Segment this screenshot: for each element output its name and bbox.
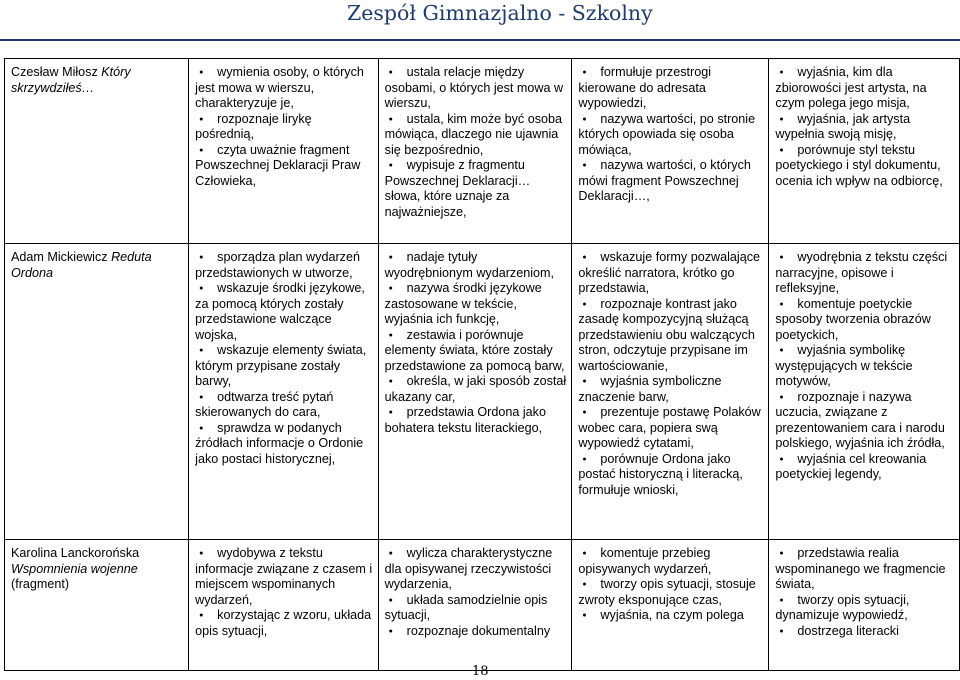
list-item — [578, 65, 764, 112]
list-item-text: porównuje styl tekstu poetyckiego i styl dokumentu, ocenia ich wpływ na odbiorcę, — [775, 142, 943, 188]
bullet-icon: ● — [199, 285, 204, 292]
table-row — [5, 59, 960, 244]
list-item — [195, 343, 374, 390]
curriculum-table — [4, 58, 960, 671]
list-item-text: wypisuje z fragmentu Powszechnej Deklaracji… słowa, które uznaje za najważniejsze, — [384, 158, 531, 219]
list-item-text: odtwarza treść pytań skierowanych do cara, — [195, 389, 334, 419]
list-item — [775, 297, 955, 344]
bullet-icon: ● — [779, 347, 784, 354]
bullet-icon: ● — [779, 596, 784, 604]
requirements-list — [195, 65, 374, 189]
list-item — [775, 112, 955, 143]
work-title-part: Czesław Miłosz — [11, 65, 102, 79]
list-item — [385, 281, 568, 328]
bullet-icon: ● — [388, 162, 393, 169]
work-title-part: Karolina Lanckorońska — [11, 546, 140, 560]
bullet-icon: ● — [582, 254, 587, 261]
list-item — [195, 281, 374, 343]
requirements-cell-5 — [769, 59, 960, 244]
list-item-text: wyjaśnia, na czym polega — [600, 608, 744, 622]
list-item-text: wskazuje formy pozwalające określić narratora, krótko go przedstawia, — [578, 250, 761, 295]
bullet-icon: ● — [582, 409, 587, 416]
bullet-icon: ● — [779, 455, 784, 463]
table-row — [5, 244, 960, 540]
list-item — [775, 624, 955, 640]
list-item — [385, 112, 568, 159]
list-item-text: tworzy opis sytuacji, dynamizuje wypowiedź, — [775, 592, 910, 622]
list-item-text: nazywa wartości, po stronie których opowiada się osoba mówiąca, — [578, 111, 756, 157]
list-item-text: wyjaśnia cel kreowania poetyckiej legendy, — [775, 451, 927, 481]
list-item — [385, 374, 568, 405]
list-item — [385, 65, 568, 112]
page-number: 18 — [472, 664, 489, 679]
requirements-cell-5 — [769, 540, 960, 671]
list-item — [775, 65, 955, 112]
list-item — [578, 250, 764, 297]
list-item — [385, 546, 568, 593]
list-item-text: wylicza charakterystyczne dla opisywanej rzeczywistości wydarzenia, — [384, 546, 553, 591]
work-title-part: Wspomnienia wojenne — [11, 561, 138, 576]
list-item-text: wskazuje elementy świata, którym przypisane zostały barwy, — [195, 343, 367, 388]
list-item-text: wyjaśnia symbolikę występujących w tekście motywów, — [775, 343, 913, 388]
requirements-list — [385, 546, 568, 639]
list-item — [385, 250, 568, 281]
list-item — [578, 112, 764, 159]
list-item-text: nadaje tytuły wyodrębnionym wydarzeniom, — [384, 250, 555, 280]
list-item-text: prezentuje postawę Polaków wobec cara, popiera swą wypowiedź cytatami, — [578, 405, 761, 450]
list-item-text: sporządza plan wydarzeń przedstawionych w utworze, — [195, 250, 360, 280]
list-item-text: rozpoznaje lirykę pośrednią, — [195, 111, 312, 141]
list-item — [578, 577, 764, 608]
bullet-icon: ● — [779, 115, 784, 123]
requirements-list — [578, 546, 764, 624]
list-item-text: ustala relacje między osobami, o których jest mowa w wierszu, — [384, 65, 564, 110]
requirements-cell-3 — [378, 540, 572, 671]
list-item-text: określa, w jaki sposób został ukazany car, — [384, 374, 567, 404]
requirements-cell-4 — [572, 244, 769, 540]
work-title-cell — [5, 540, 189, 671]
list-item — [578, 158, 764, 205]
list-item-text: rozpoznaje dokumentalny — [406, 623, 551, 638]
bullet-icon: ● — [388, 331, 393, 339]
list-item-text: czyta uważnie fragment Powszechnej Deklaracji Praw Człowieka, — [195, 142, 361, 188]
list-item-text: tworzy opis sytuacji, stosuje zwroty eksponujące czas, — [578, 577, 756, 607]
bullet-icon: ● — [779, 627, 784, 635]
list-item-text: zestawia i porównuje elementy świata, które zostały przedstawione za pomocą barw, — [384, 327, 565, 373]
list-item — [775, 250, 955, 297]
bullet-icon: ● — [388, 254, 393, 261]
bullet-icon: ● — [582, 115, 587, 123]
requirements-cell-3 — [378, 244, 572, 540]
bullet-icon: ● — [582, 378, 587, 385]
bullet-icon: ● — [582, 581, 587, 588]
bullet-icon: ● — [388, 378, 393, 385]
work-title-part: Reduta Ordona — [11, 250, 152, 280]
requirements-list — [195, 250, 374, 467]
bullet-icon: ● — [582, 162, 587, 169]
list-item — [578, 405, 764, 452]
list-item — [195, 112, 374, 143]
bullet-icon: ● — [199, 550, 204, 557]
bullet-icon: ● — [388, 69, 393, 76]
list-item — [775, 143, 955, 190]
bullet-icon: ● — [779, 550, 784, 557]
list-item-text: wyjaśnia symboliczne znaczenie barw, — [578, 374, 722, 404]
list-item — [195, 421, 374, 468]
requirements-cell-4 — [572, 59, 769, 244]
requirements-list — [195, 546, 374, 639]
requirements-list — [578, 250, 764, 498]
list-item — [385, 328, 568, 375]
bullet-icon: ● — [388, 285, 393, 292]
requirements-cell-2 — [189, 540, 379, 671]
requirements-cell-5 — [769, 244, 960, 540]
list-item — [578, 608, 764, 624]
list-item — [195, 250, 374, 281]
bullet-icon: ● — [582, 612, 587, 619]
bullet-icon: ● — [388, 627, 393, 635]
bullet-icon: ● — [582, 550, 587, 557]
list-item-text: rozpoznaje i nazywa uczucia, związane z prezentowaniem cara i narodu polskiego, wyjaśnia ich źródła, — [775, 389, 945, 450]
list-item-text: wskazuje środki językowe, za pomocą których zostały przedstawione walczące wojska, — [195, 281, 365, 342]
list-item — [195, 65, 374, 112]
bullet-icon: ● — [199, 393, 204, 401]
document-header-title: Zespół Gimnazjalno - Szkolny — [347, 1, 653, 25]
list-item — [775, 546, 955, 593]
work-title-part: Który skrzywdziłeś… — [11, 65, 131, 95]
bullet-icon: ● — [779, 300, 784, 308]
list-item-text: komentuje przebieg opisywanych wydarzeń, — [578, 546, 712, 576]
bullet-icon: ● — [199, 115, 204, 123]
bullet-icon: ● — [388, 409, 393, 416]
bullet-icon: ● — [199, 146, 204, 154]
requirements-cell-2 — [189, 59, 379, 244]
table-row — [5, 540, 960, 671]
bullet-icon: ● — [199, 69, 204, 76]
work-title-cell — [5, 59, 189, 244]
requirements-list — [775, 250, 955, 483]
work-title-part: Adam Mickiewicz — [11, 250, 112, 264]
requirements-cell-2 — [189, 244, 379, 540]
list-item — [578, 546, 764, 577]
list-item — [195, 546, 374, 608]
bullet-icon: ● — [582, 300, 587, 308]
list-item-text: porównuje Ordona jako postać historyczną i literacką, formułuje wnioski, — [578, 451, 743, 497]
bullet-icon: ● — [388, 550, 393, 557]
bullet-icon: ● — [388, 115, 393, 123]
bullet-icon: ● — [779, 254, 784, 261]
list-item-text: rozpoznaje kontrast jako zasadę kompozycyjną służącą przedstawieniu obu walczących stron, odczytuje przypisane im wartościowanie, — [578, 296, 755, 373]
list-item — [195, 390, 374, 421]
list-item-text: komentuje poetyckie sposoby tworzenia obrazów poetyckich, — [775, 296, 931, 342]
header-divider — [0, 39, 960, 41]
list-item — [578, 297, 764, 375]
bullet-icon: ● — [582, 69, 587, 76]
requirements-list — [385, 250, 568, 436]
list-item — [385, 405, 568, 436]
list-item — [385, 624, 568, 640]
list-item — [775, 390, 955, 452]
list-item-text: sprawdza w podanych źródłach informacje o Ordonie jako postaci historycznej, — [195, 420, 364, 466]
requirements-list — [385, 65, 568, 220]
list-item — [195, 143, 374, 190]
requirements-list — [578, 65, 764, 205]
work-title-cell — [5, 244, 189, 540]
list-item — [385, 593, 568, 624]
requirements-cell-4 — [572, 540, 769, 671]
list-item-text: ustala, kim może być osoba mówiąca, dlaczego nie ujawnia się bezpośrednio, — [384, 111, 563, 157]
list-item — [578, 452, 764, 499]
list-item-text: nazywa środki językowe zastosowane w tekście, wyjaśnia ich funkcję, — [384, 281, 542, 326]
work-title-part: (fragment) — [11, 577, 70, 591]
bullet-icon: ● — [199, 254, 204, 261]
list-item-text: wyjaśnia, kim dla zbiorowości jest artysta, na czym polega jego misja, — [775, 65, 927, 110]
bullet-icon: ● — [779, 146, 784, 154]
list-item-text: układa samodzielnie opis sytuacji, — [384, 592, 548, 622]
requirements-list — [775, 546, 955, 639]
list-item — [578, 374, 764, 405]
list-item — [775, 452, 955, 483]
list-item-text: dostrzega literacki — [797, 623, 899, 638]
bullet-icon: ● — [199, 424, 204, 432]
list-item — [775, 343, 955, 390]
requirements-cell-3 — [378, 59, 572, 244]
list-item — [195, 608, 374, 639]
list-item-text: przedstawia realia wspominanego we fragmencie świata, — [775, 546, 946, 591]
list-item-text: wyjaśnia, jak artysta wypełnia swoją misję, — [775, 111, 911, 141]
list-item-text: nazywa wartości, o których mówi fragment Powszechnej Deklaracji…, — [578, 158, 751, 203]
bullet-icon: ● — [199, 347, 204, 354]
list-item — [385, 158, 568, 220]
list-item-text: formułuje przestrogi kierowane do adresata wypowiedzi, — [578, 65, 712, 110]
bullet-icon: ● — [199, 612, 204, 619]
requirements-list — [775, 65, 955, 189]
list-item-text: wyodrębnia z tekstu części narracyjne, opisowe i refleksyjne, — [775, 250, 948, 295]
list-item-text: korzystając z wzoru, układa opis sytuacji, — [195, 608, 372, 638]
bullet-icon: ● — [779, 69, 784, 76]
bullet-icon: ● — [388, 596, 393, 604]
list-item — [775, 593, 955, 624]
list-item-text: przedstawia Ordona jako bohatera tekstu literackiego, — [384, 405, 546, 435]
list-item-text: wymienia osoby, o których jest mowa w wierszu, charakteryzuje je, — [195, 65, 364, 110]
list-item-text: wydobywa z tekstu informacje związane z czasem i miejscem wspominanych wydarzeń, — [195, 546, 373, 607]
bullet-icon: ● — [582, 455, 587, 463]
bullet-icon: ● — [779, 393, 784, 401]
